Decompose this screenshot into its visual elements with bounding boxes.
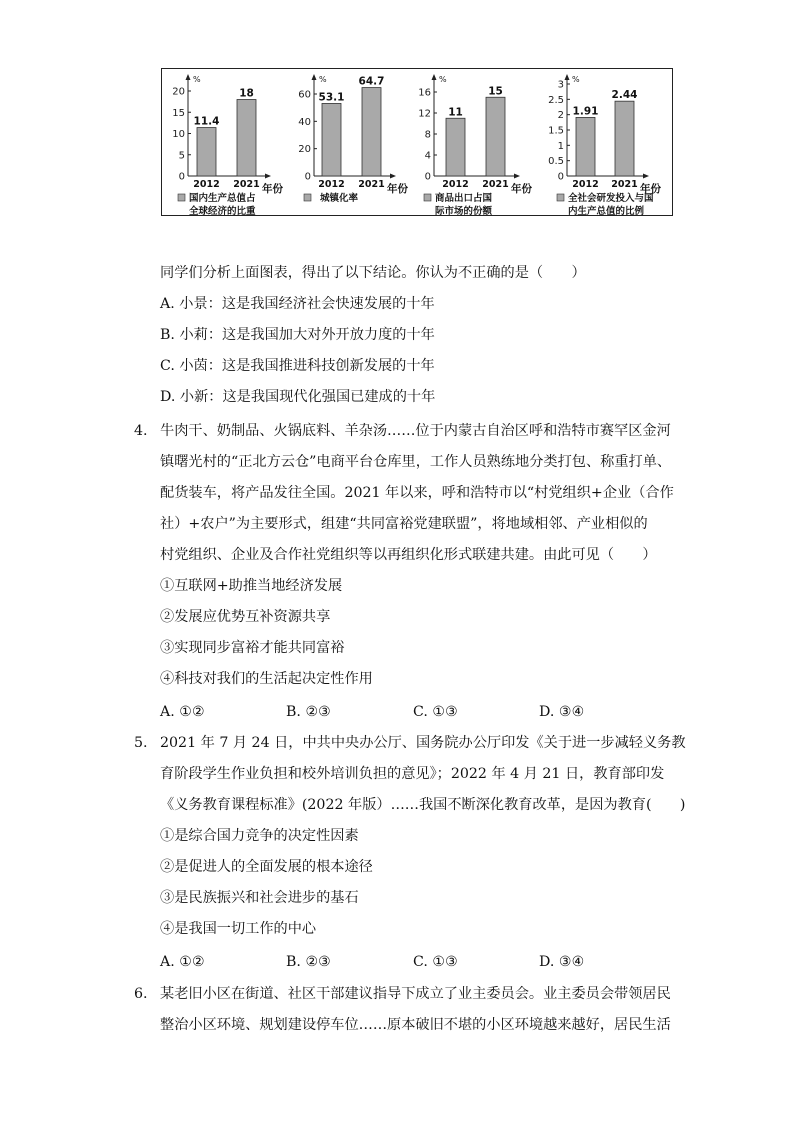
q4-number: 4. bbox=[134, 423, 148, 439]
x-tick-label: 2012 bbox=[193, 179, 220, 190]
y-tick-label: 20 bbox=[172, 86, 185, 98]
legend-swatch bbox=[304, 194, 311, 201]
x-axis-arrow-icon bbox=[390, 174, 396, 179]
q5-statement-4: ④是我国一切工作的中心 bbox=[160, 921, 317, 937]
y-tick-label: 0 bbox=[424, 171, 431, 183]
q5-statement-2: ②是促进人的全面发展的根本途径 bbox=[160, 859, 373, 875]
bar-value-label: 64.7 bbox=[358, 75, 385, 88]
y-tick-label: 40 bbox=[298, 116, 311, 128]
legend-text: 际市场的份额 bbox=[435, 206, 493, 217]
y-unit-label: % bbox=[439, 75, 447, 84]
q4-line-1: 牛肉干、奶制品、火锅底料、羊杂汤……位于内蒙古自治区呼和浩特市赛罕区金河 bbox=[160, 423, 671, 439]
q5-choice-c: C. ①③ bbox=[413, 954, 458, 970]
y-axis-arrow-icon bbox=[432, 74, 437, 80]
bar bbox=[486, 97, 505, 176]
y-tick-label: 5 bbox=[178, 150, 185, 162]
legend-text: 国内生产总值占 bbox=[189, 193, 256, 204]
x-tick-label: 2012 bbox=[442, 179, 469, 190]
x-axis-label: 年份 bbox=[640, 183, 661, 195]
legend-text: 城镇化率 bbox=[320, 193, 359, 204]
q6-number: 6. bbox=[134, 986, 148, 1002]
y-tick-label: 2 bbox=[557, 110, 564, 122]
q4-line-2: 镇曙光村的“正北方云仓”电商平台仓库里，工作人员熟练地分类打包、称重打单、 bbox=[160, 454, 672, 470]
x-tick-label: 2012 bbox=[318, 179, 345, 190]
q4-statement-3: ③实现同步富裕才能共同富裕 bbox=[160, 640, 345, 656]
bar-value-label: 15 bbox=[488, 85, 503, 98]
bar-charts bbox=[162, 69, 674, 217]
x-tick-label: 2021 bbox=[358, 179, 385, 190]
y-tick-label: 2.5 bbox=[548, 94, 564, 106]
x-tick-label: 2021 bbox=[233, 179, 260, 190]
legend-text: 全社会研发投入与国 bbox=[568, 193, 654, 204]
bar bbox=[446, 118, 465, 176]
q3-option-c: C. 小茵：这是我国推进科技创新发展的十年 bbox=[160, 358, 435, 374]
q4-line-3: 配货装车，将产品发往全国。2021 年以来，呼和浩特市以“村党组织+企业（合作 bbox=[160, 485, 674, 501]
q5-statement-1: ①是综合国力竞争的决定性因素 bbox=[160, 828, 359, 844]
q4-statement-2: ②发展应优势互补资源共享 bbox=[160, 609, 331, 625]
q6-line-1: 某老旧小区在街道、社区干部建议指导下成立了业主委员会。业主委员会带领居民 bbox=[160, 986, 671, 1002]
x-tick-label: 2012 bbox=[572, 179, 599, 190]
q4-choice-b: B. ②③ bbox=[286, 704, 331, 720]
y-tick-label: 0.5 bbox=[548, 156, 564, 168]
y-unit-label: % bbox=[319, 75, 327, 84]
y-axis-arrow-icon bbox=[565, 74, 570, 80]
legend-text: 商品出口占国 bbox=[435, 193, 493, 204]
bar-value-label: 53.1 bbox=[318, 91, 345, 104]
q3-stem: 同学们分析上面图表，得出了以下结论。你认为不正确的是（ ） bbox=[160, 265, 586, 281]
x-axis-arrow-icon bbox=[265, 174, 271, 179]
legend-text: 全球经济的比重 bbox=[189, 206, 256, 217]
y-axis-arrow-icon bbox=[186, 74, 191, 80]
bar bbox=[362, 88, 381, 176]
legend-swatch bbox=[557, 194, 564, 201]
q4-line-4: 社）+农户”为主要形式，组建“共同富裕党建联盟”，将地域相邻、产业相似的 bbox=[160, 516, 648, 532]
y-tick-label: 60 bbox=[298, 89, 311, 101]
q4-choice-d: D. ③④ bbox=[539, 704, 585, 720]
q4-line-5: 村党组织、企业及合作社党组织等以再组织化形式联建共建。由此可见（ ） bbox=[160, 547, 657, 563]
y-tick-label: 10 bbox=[172, 129, 185, 140]
q3-option-b: B. 小莉：这是我国加大对外开放力度的十年 bbox=[160, 327, 435, 343]
y-tick-label: 0 bbox=[304, 171, 311, 183]
y-tick-label: 4 bbox=[424, 150, 431, 162]
legend-swatch bbox=[424, 194, 431, 201]
q5-choice-d: D. ③④ bbox=[539, 954, 585, 970]
bar bbox=[197, 128, 216, 176]
y-tick-label: 3 bbox=[557, 79, 564, 91]
y-unit-label: % bbox=[572, 75, 580, 84]
y-tick-label: 0 bbox=[178, 171, 185, 183]
bar bbox=[615, 101, 634, 176]
q5-statement-3: ③是民族振兴和社会进步的基石 bbox=[160, 890, 359, 906]
bar-value-label: 2.44 bbox=[611, 89, 638, 102]
y-tick-label: 0 bbox=[557, 171, 564, 183]
legend-swatch bbox=[178, 194, 185, 201]
q4-statement-4: ④科技对我们的生活起决定性作用 bbox=[160, 671, 373, 687]
q5-choice-a: A. ①② bbox=[160, 954, 205, 970]
bar-value-label: 11.4 bbox=[193, 115, 220, 128]
y-unit-label: % bbox=[193, 75, 201, 84]
bar bbox=[237, 100, 256, 177]
y-tick-label: 20 bbox=[298, 144, 311, 156]
q5-number: 5. bbox=[134, 735, 148, 751]
q5-line-1: 2021 年 7 月 24 日，中共中央办公厅、国务院办公厅印发《关于进一步减轻义务教 bbox=[160, 735, 686, 751]
x-tick-label: 2021 bbox=[482, 179, 509, 190]
q4-choice-a: A. ①② bbox=[160, 704, 205, 720]
y-tick-label: 1 bbox=[557, 140, 564, 152]
bar-value-label: 18 bbox=[239, 87, 254, 100]
x-axis-label: 年份 bbox=[511, 183, 532, 195]
x-axis-label: 年份 bbox=[262, 183, 283, 195]
legend-text: 内生产总值的比例 bbox=[568, 206, 645, 217]
bar bbox=[576, 117, 595, 176]
q4-statement-1: ①互联网+助推当地经济发展 bbox=[160, 578, 343, 594]
x-axis-arrow-icon bbox=[514, 174, 520, 179]
y-tick-label: 1.5 bbox=[548, 125, 564, 137]
q4-choice-c: C. ①③ bbox=[413, 704, 458, 720]
q5-line-3: 《义务教育课程标准》(2022 年版）……我国不断深化教育改革，是因为教育( ) bbox=[160, 797, 686, 813]
y-axis-arrow-icon bbox=[312, 74, 317, 80]
q5-line-2: 育阶段学生作业负担和校外培训负担的意见》；2022 年 4 月 21 日，教育部印发 bbox=[160, 766, 665, 782]
bar-value-label: 1.91 bbox=[572, 105, 599, 118]
bar bbox=[322, 103, 341, 176]
bar-value-label: 11 bbox=[448, 106, 463, 119]
statistics-figure bbox=[161, 68, 673, 216]
y-tick-label: 12 bbox=[418, 108, 431, 120]
x-axis-arrow-icon bbox=[643, 174, 649, 179]
x-axis-label: 年份 bbox=[387, 183, 408, 195]
y-tick-label: 15 bbox=[172, 107, 185, 119]
x-tick-label: 2021 bbox=[611, 179, 638, 190]
q3-option-d: D. 小新：这是我国现代化强国已建成的十年 bbox=[160, 389, 436, 405]
q6-line-2: 整治小区环境、规划建设停车位……原本破旧不堪的小区环境越来越好，居民生活 bbox=[160, 1017, 671, 1033]
y-tick-label: 16 bbox=[418, 87, 431, 99]
q3-option-a: A. 小景：这是我国经济社会快速发展的十年 bbox=[160, 296, 435, 312]
y-tick-label: 8 bbox=[424, 129, 431, 141]
q5-choice-b: B. ②③ bbox=[286, 954, 331, 970]
